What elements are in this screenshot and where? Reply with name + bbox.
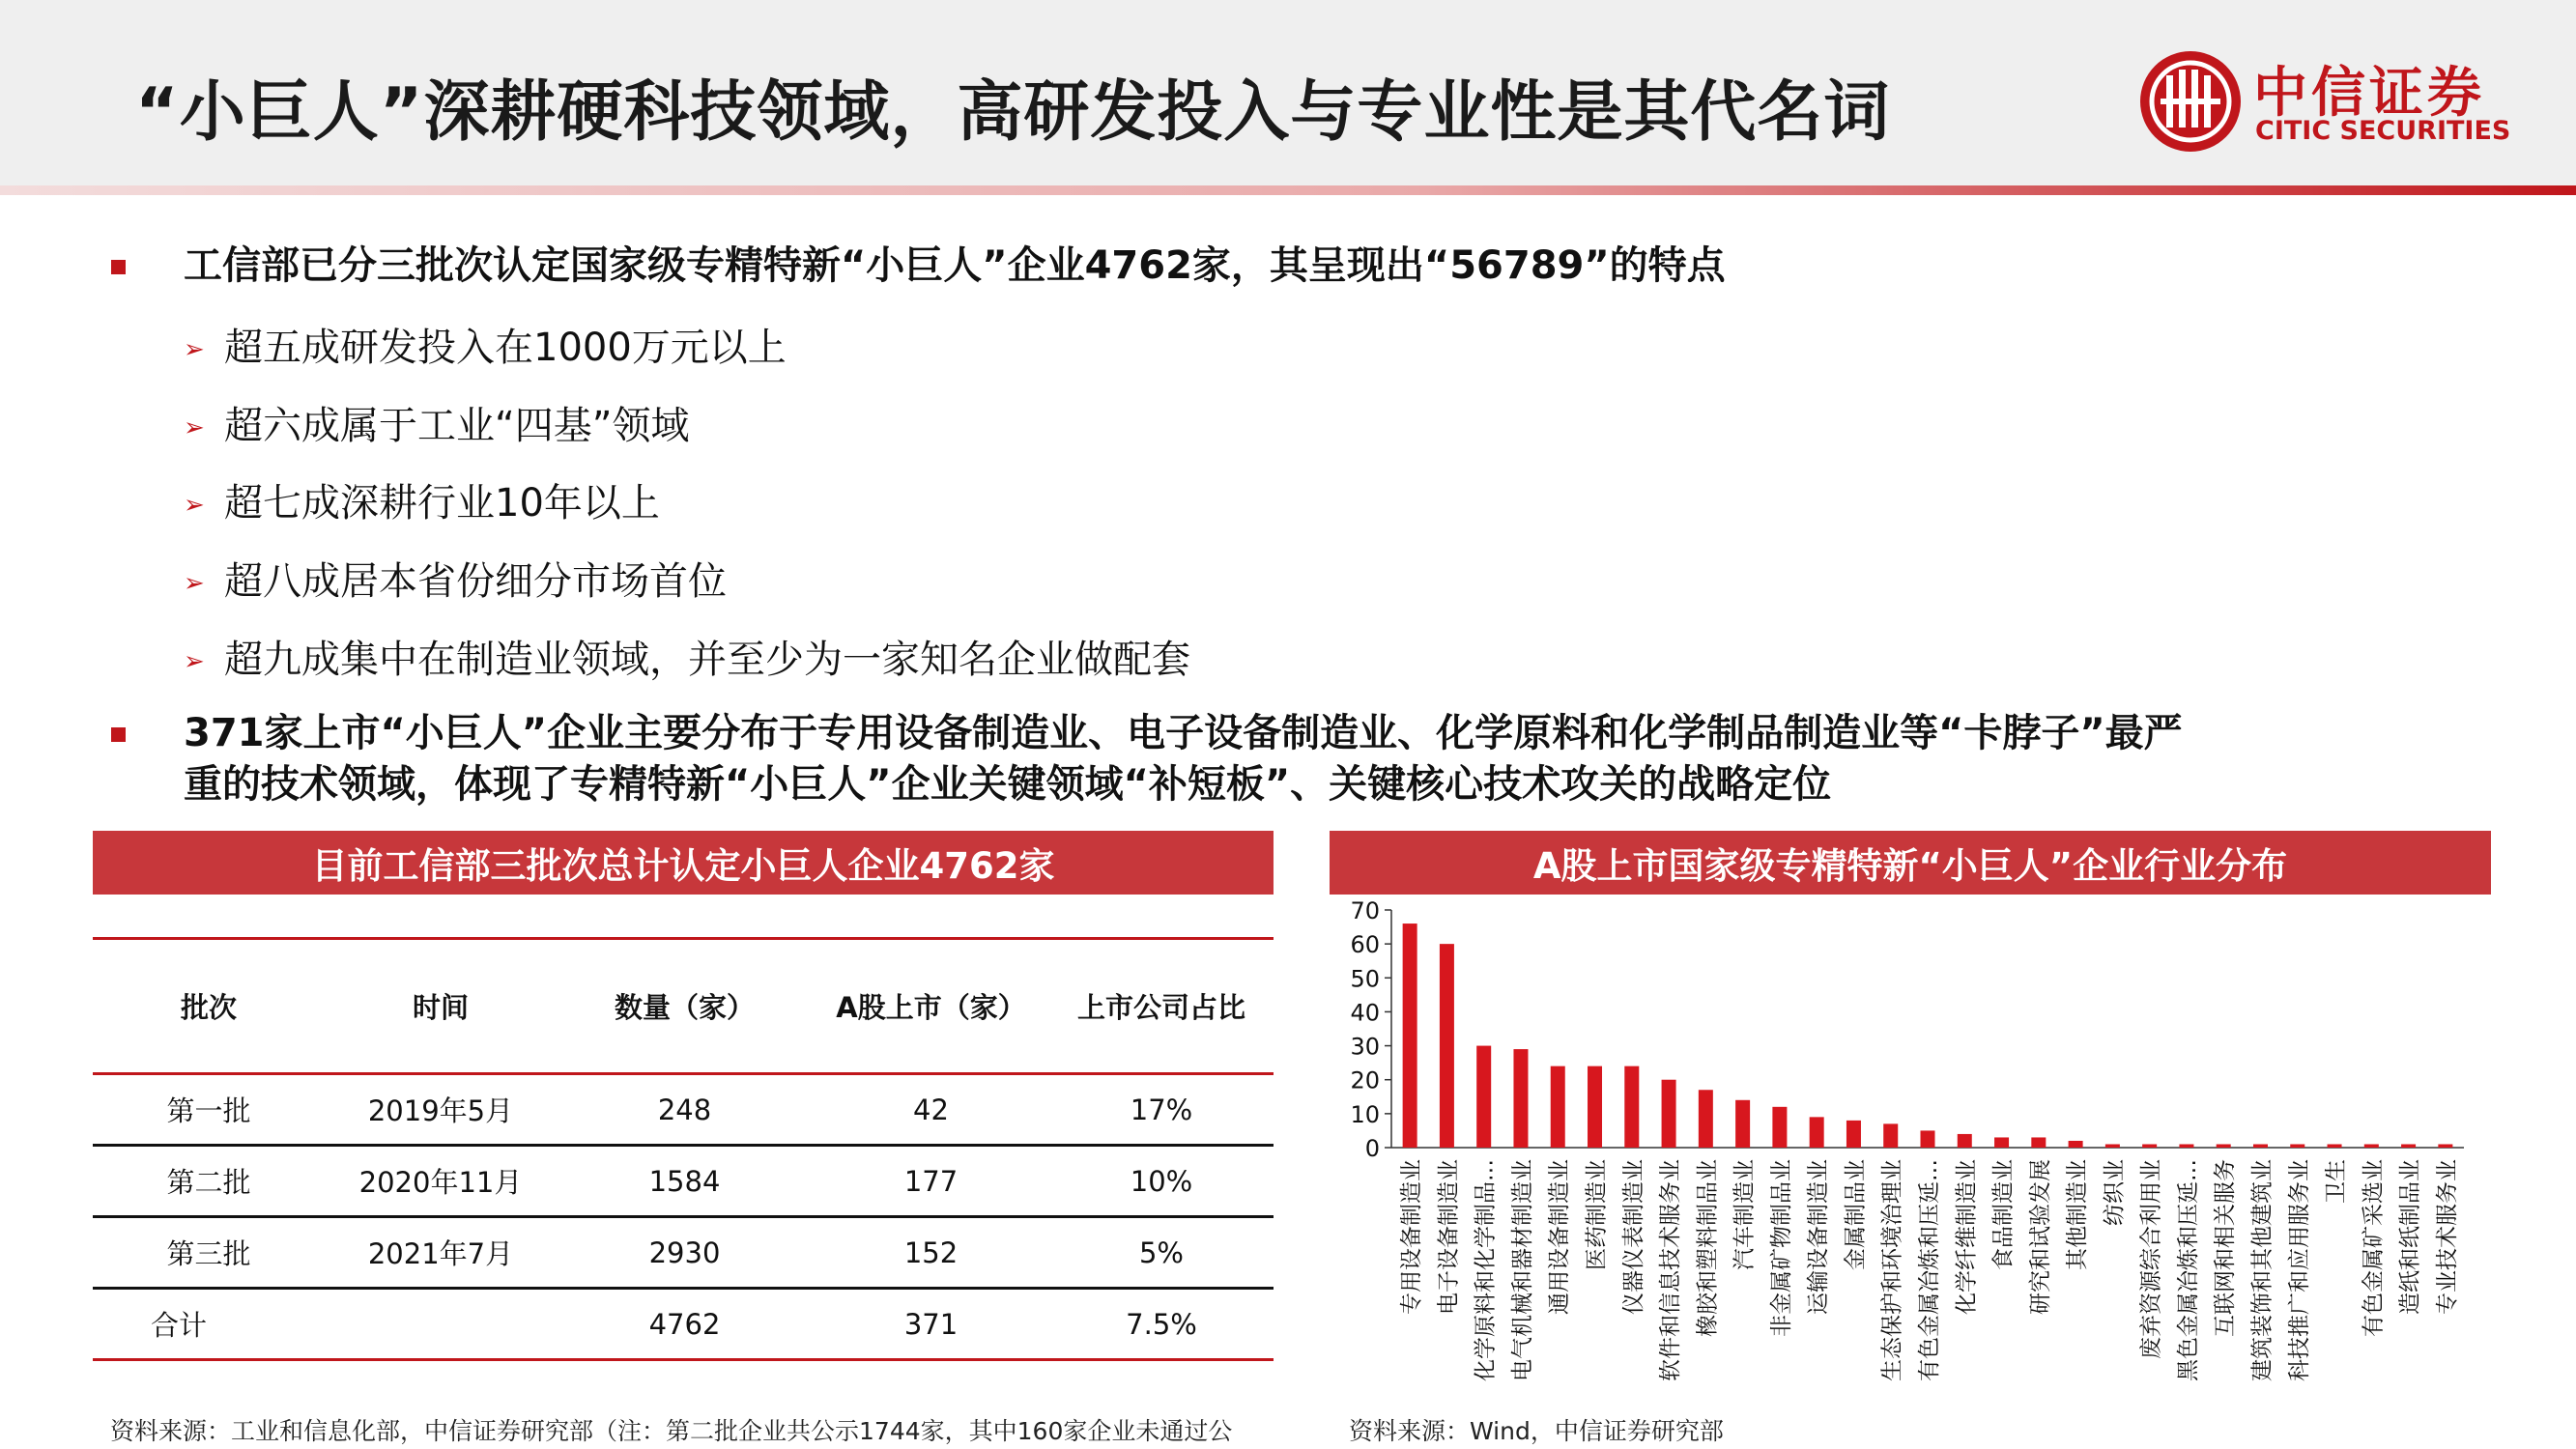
bullet-2-line-1: 371家上市“小巨人”企业主要分布于专用设备制造业、电子设备制造业、化学原料和化学制品制造业等“卡脖子”最严 — [184, 711, 2183, 755]
x-tick-label: 非金属矿物制品业 — [1768, 1159, 1794, 1337]
x-tick-label: 橡胶和塑料制品业 — [1695, 1159, 1721, 1337]
bullet-1 — [184, 241, 1726, 292]
y-tick-label: 60 — [1350, 931, 1380, 959]
brand-name-cn: 中信证券 — [2253, 62, 2485, 125]
bullet-2 — [184, 708, 2183, 810]
bar — [1883, 1123, 1898, 1148]
x-tick-label: 专业技术服务业 — [2434, 1159, 2460, 1315]
x-tick-label: 科技推广和应用服务业 — [2286, 1159, 2312, 1381]
industry-bar-chart — [1333, 889, 2493, 1391]
bar — [2142, 1144, 2157, 1148]
bar — [1810, 1117, 1824, 1148]
sub-bullet-2: ➢ 超六成属于工业“四基”领域 — [184, 404, 690, 448]
bar — [1403, 923, 1417, 1148]
table-total-row: 合计 4762 371 7.5% — [93, 1289, 1274, 1360]
column-header: 批次 — [180, 991, 237, 1024]
x-tick-label: 运输设备制造业 — [1806, 1159, 1832, 1315]
left-source-note: 资料来源：工业和信息化部，中信证券研究部（注：第二批企业共公示1744家，其中160家企业未通过公 — [110, 1417, 1233, 1445]
x-tick-label: 食品制造业 — [1990, 1159, 2017, 1270]
bar — [1662, 1080, 1676, 1148]
x-tick-label: 有色金属矿采选业 — [2361, 1159, 2387, 1337]
x-tick-label: 化学原料和化学制品… — [1473, 1159, 1499, 1381]
bar — [1513, 1049, 1528, 1148]
right-source-note: 资料来源：Wind，中信证券研究部 — [1349, 1417, 1724, 1445]
x-tick-label: 电子设备制造业 — [1436, 1159, 1462, 1315]
x-tick-label: 研究和试验发展 — [2027, 1159, 2053, 1315]
x-tick-label: 互联网和相关服务 — [2213, 1159, 2239, 1337]
right-panel-title: A股上市国家级专精特新“小巨人”企业行业分布 — [1330, 831, 2491, 895]
bar — [1699, 1090, 1713, 1148]
bar — [2401, 1144, 2416, 1148]
x-tick-label: 专用设备制造业 — [1399, 1159, 1425, 1315]
bar — [1772, 1107, 1787, 1148]
column-header: 数量（家） — [614, 991, 755, 1024]
x-tick-label: 黑色金属冶炼和压延… — [2175, 1159, 2201, 1381]
x-tick-label: 电气机械和器材制造业 — [1509, 1159, 1535, 1381]
sub-bullet-5: ➢ 超九成集中在制造业领域，并至少为一家知名企业做配套 — [184, 638, 1190, 682]
x-tick-label: 废弃资源综合利用业 — [2138, 1159, 2164, 1359]
arrow-right-icon: ➢ — [184, 491, 205, 520]
bar — [2031, 1137, 2046, 1148]
y-tick-label: 30 — [1350, 1033, 1380, 1061]
x-tick-label: 医药制造业 — [1584, 1159, 1610, 1270]
bar — [2253, 1144, 2268, 1148]
x-tick-label: 仪器仪表制造业 — [1620, 1159, 1646, 1315]
bar — [2290, 1144, 2304, 1148]
header-divider — [0, 185, 2576, 195]
batch-table — [93, 937, 1274, 1361]
bullet-square-icon — [111, 727, 126, 742]
x-tick-label: 纺织业 — [2102, 1159, 2128, 1226]
arrow-right-icon: ➢ — [184, 569, 205, 598]
table-header-row — [93, 939, 1274, 1074]
x-tick-label: 造纸和纸制品业 — [2397, 1159, 2423, 1315]
table-row: 第一批 2019年5月 248 42 17% — [93, 1074, 1274, 1146]
x-tick-label: 卫生 — [2324, 1159, 2350, 1204]
brand-name-en: CITIC SECURITIES — [2255, 116, 2511, 146]
bar — [2328, 1144, 2342, 1148]
sub-bullet-1: ➢ 超五成研发投入在1000万元以上 — [184, 326, 787, 370]
x-tick-label: 生态保护和环境治理业 — [1879, 1159, 1905, 1381]
bar — [2438, 1144, 2452, 1148]
arrow-right-icon: ➢ — [184, 413, 205, 442]
x-tick-label: 软件和信息技术服务业 — [1658, 1159, 1684, 1381]
x-tick-label: 有色金属冶炼和压延… — [1917, 1159, 1942, 1381]
bar — [1624, 1066, 1639, 1148]
left-panel-title: 目前工信部三批次总计认定小巨人企业4762家 — [93, 831, 1274, 895]
table-row: 第三批 2021年7月 2930 152 5% — [93, 1217, 1274, 1289]
citic-logo-icon — [2137, 48, 2244, 155]
sub-bullet-3: ➢ 超七成深耕行业10年以上 — [184, 481, 660, 526]
bar — [1921, 1130, 1935, 1148]
bar — [1846, 1121, 1861, 1148]
bullet-square-icon — [111, 260, 126, 274]
column-header: 时间 — [412, 991, 469, 1024]
bar — [1588, 1066, 1602, 1148]
x-tick-label: 建筑装饰和其他建筑业 — [2249, 1159, 2275, 1381]
y-tick-label: 50 — [1350, 965, 1380, 993]
bar — [1476, 1046, 1491, 1148]
y-tick-label: 70 — [1350, 897, 1380, 924]
bar — [2069, 1141, 2083, 1148]
bar — [2364, 1144, 2379, 1148]
bar — [2179, 1144, 2193, 1148]
table-row: 第二批 2020年11月 1584 177 10% — [93, 1146, 1274, 1217]
bar — [1994, 1137, 2009, 1148]
y-tick-label: 40 — [1350, 999, 1380, 1027]
y-tick-label: 10 — [1350, 1100, 1380, 1128]
bar — [1551, 1066, 1565, 1148]
x-tick-label: 汽车制造业 — [1732, 1159, 1758, 1270]
column-header: A股上市（家） — [836, 991, 1026, 1024]
x-tick-label: 其他制造业 — [2065, 1159, 2091, 1270]
bar — [1440, 944, 1454, 1148]
arrow-right-icon: ➢ — [184, 335, 205, 364]
bar — [2217, 1144, 2231, 1148]
y-tick-label: 20 — [1350, 1066, 1380, 1094]
x-tick-label: 通用设备制造业 — [1547, 1159, 1573, 1315]
page-title: “小巨人”深耕硬科技领域，高研发投入与专业性是其代名词 — [135, 74, 1891, 151]
arrow-right-icon: ➢ — [184, 647, 205, 676]
x-tick-label: 化学纤维制造业 — [1954, 1159, 1980, 1315]
bullet-2-line-2: 重的技术领域，体现了专精特新“小巨人”企业关键领域“补短板”、关键核心技术攻关的战略定位 — [184, 762, 1832, 807]
column-header: 上市公司占比 — [1076, 991, 1245, 1024]
bar — [2105, 1144, 2120, 1148]
y-tick-label: 0 — [1364, 1135, 1380, 1162]
bullet-1-text: 工信部已分三批次认定国家级专精特新“小巨人”企业4762家，其呈现出“56789”的特点 — [184, 243, 1726, 288]
x-tick-label: 金属制品业 — [1843, 1159, 1869, 1270]
bar — [1958, 1134, 1972, 1148]
sub-bullet-4: ➢ 超八成居本省份细分市场首位 — [184, 559, 727, 604]
bar — [1735, 1100, 1750, 1148]
